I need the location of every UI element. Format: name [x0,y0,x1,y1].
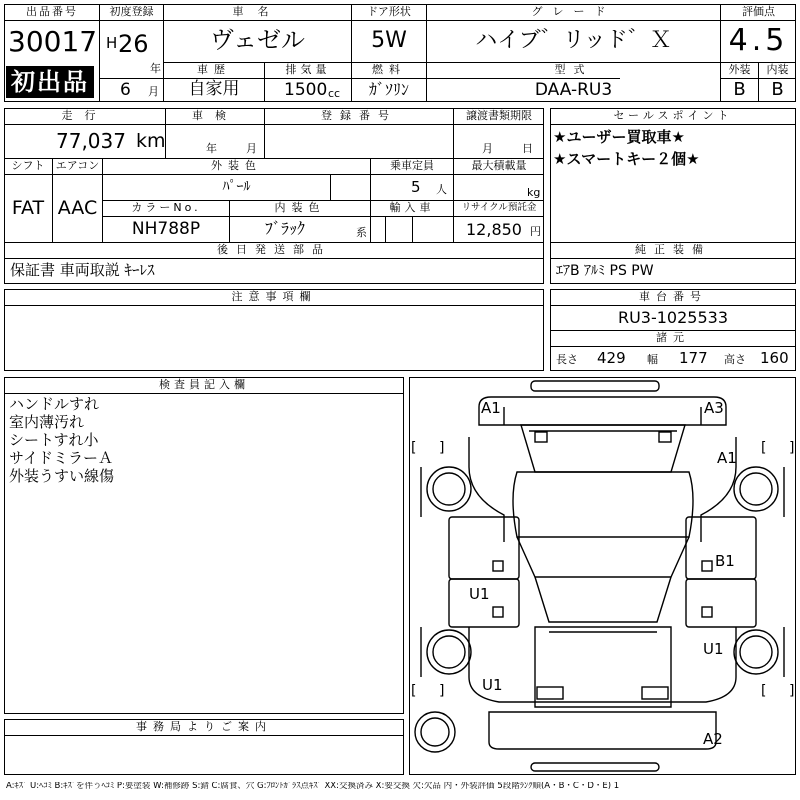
ac: AAC [57,197,98,219]
fuel: ｶﾞｿﾘﾝ [368,80,409,99]
sales-point-label: セールスポイント [613,109,733,122]
model-label: 型式 [554,63,593,76]
recycle-unit: 円 [530,225,541,238]
reg-number-label: 登録番号 [321,109,397,122]
interior-color-unit: 系 [356,226,367,239]
grade-label: グレード [531,5,616,18]
inspector-note: 室内薄汚れ [9,413,85,431]
chassis-label: 車台番号 [639,290,707,303]
bracket-front-right-close: ] [789,440,795,456]
mark-left-door: U1 [469,585,490,603]
bracket-rear-right: [ [761,683,767,699]
inspection-month-unit: 月 [246,142,257,155]
transfer-day-unit: 日 [522,142,533,155]
height-label: 高さ [724,353,746,366]
inspector-note: シートすれ小 [9,431,99,449]
era-letter: H [106,34,118,52]
sales-point-line: ★ユーザー買取車★ [553,128,685,146]
interior-grade-label: 内装 [766,63,789,76]
first-reg-month: 6 [120,80,131,100]
capacity: 5 [411,178,421,196]
equipment-label: 純正装備 [635,243,711,256]
mark-front-right: A3 [704,399,724,417]
car-diagram [409,377,796,775]
bracket-rear-right-close: ] [789,683,795,699]
transfer-label: 譲渡書類期限 [466,109,532,122]
first-reg-label: 初度登録 [109,5,154,18]
later-parts: 保証書 車両取説 ｷｰﾚｽ [10,261,155,279]
model: DAA-RU3 [534,80,613,100]
year-unit: 年 [150,62,161,75]
height: 160 [760,349,789,367]
import-label: 輸入車 [389,201,435,214]
length: 429 [597,349,626,367]
displacement: 1500 [284,80,328,100]
inspector-note: ハンドルすれ [9,395,100,413]
later-parts-label: 後日発送部品 [217,243,331,256]
legend: A:ｷｽﾞ U:ﾍｺﾐ B:ｷｽﾞを伴うﾍｺﾐ P:要塗装 W:補修跡 S:錆 C:腐食、穴 G:ﾌﾛﾝﾄｶﾞﾗｽ点ｷｽﾞ XX:交換済み X:要交換 欠:欠品 内・外装評価 5段階ﾗﾝｸ順(A・B・C・D・E) 1 [6,782,620,791]
interior-grade: B [771,79,784,100]
exterior-color-label: 外装色 [211,159,262,172]
grade: ハイブ゛リッド゛Ｘ [475,28,672,53]
exterior-color: ﾊﾟｰﾙ [222,179,251,195]
color-no: NH788P [131,219,201,239]
fuel-label: 燃料 [372,63,406,76]
color-no-label: カラーNo. [131,201,201,214]
first-reg-year: 26 [118,30,149,58]
car-name-label: 車名 [232,5,283,18]
inspection-label: 車検 [192,109,238,122]
max-load-label: 最大積載量 [471,159,527,172]
bracket-rear-left-close: ] [439,683,445,699]
mileage-label: 走行 [61,109,108,122]
mark-rear: A2 [703,730,723,748]
width: 177 [679,349,708,367]
score: 4.5 [728,23,789,58]
mileage-unit: km [136,130,166,152]
bracket-front-left-close: ] [439,440,445,456]
displacement-label: 排気量 [285,63,331,76]
door-type: 5W [371,28,407,53]
displacement-unit: cc [328,87,341,100]
first-listing-badge: 初出品 [6,66,94,98]
mark-right-fender: A1 [717,449,737,467]
bracket-rear-left: [ [411,683,417,699]
capacity-label: 乗車定員 [390,159,434,172]
exterior-grade: B [733,79,746,100]
transfer-month-unit: 月 [482,142,493,155]
inspector-label: 検査員記入欄 [159,378,249,391]
mark-right-rear: U1 [703,640,724,658]
mark-front-left: A1 [481,399,501,417]
interior-color: ﾌﾞﾗｯｸ [264,219,305,238]
sales-point-line: ★スマートキー２個★ [553,150,700,168]
notes-label: 注意事項欄 [231,290,317,303]
recycle: 12,850 [466,220,522,239]
history: 自家用 [188,79,240,99]
length-label: 長さ [556,353,578,366]
mileage: 77,037 [56,129,126,153]
mark-right-door: B1 [715,552,735,570]
shift: FAT [11,197,45,219]
shift-label: シフト [11,159,45,172]
door-label: ドア形状 [367,5,411,18]
capacity-unit: 人 [436,183,447,196]
car-name: ヴェゼル [209,26,306,54]
month-unit: 月 [148,85,159,98]
max-load-unit: kg [527,186,541,199]
lot-number-label: 出品番号 [26,5,78,18]
width-label: 幅 [647,353,658,366]
bracket-front-left: [ [411,440,417,456]
inspection-year-unit: 年 [206,142,217,155]
score-label: 評価点 [742,5,775,18]
inspector-note: 外装うすい線傷 [9,467,115,485]
bracket-front-right: [ [761,440,767,456]
history-label: 車歴 [197,63,231,76]
recycle-label: リサイクル預託金 [461,202,537,213]
interior-color-label: 内装色 [274,201,326,214]
ac-label: エアコン [55,159,100,172]
lot-number: 30017 [8,25,98,58]
equipment: ｴｱB ｱﾙﾐ PS PW [556,263,654,279]
inspector-note: サイドミラーＡ [9,449,113,467]
dimensions-label: 諸元 [656,331,690,344]
office-label: 事務局よりご案内 [136,720,272,733]
exterior-grade-label: 外装 [728,63,751,76]
mark-left-rear: U1 [482,676,503,694]
chassis-number: RU3-1025533 [617,308,729,327]
